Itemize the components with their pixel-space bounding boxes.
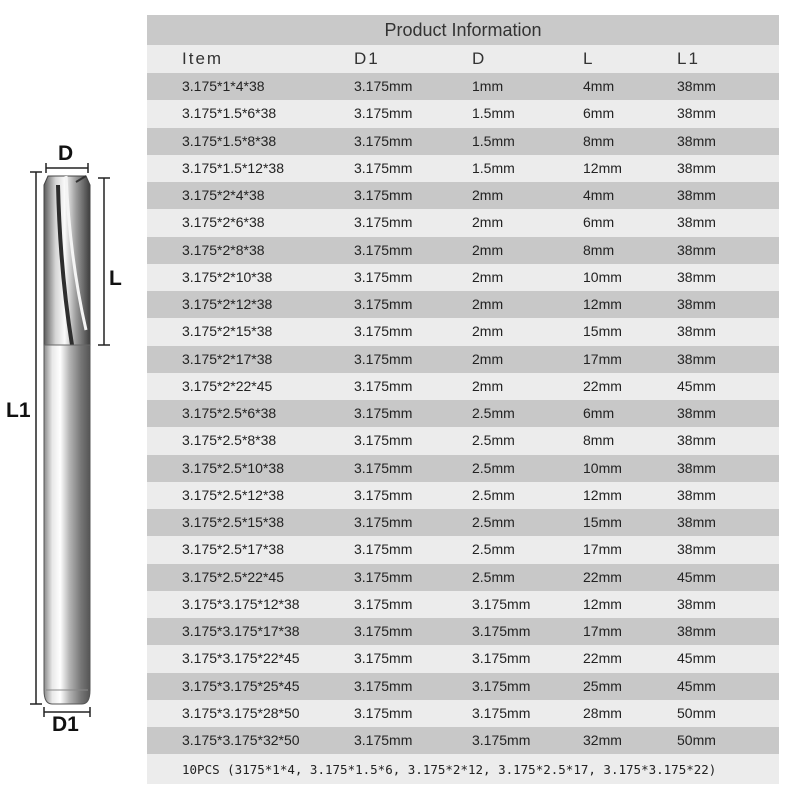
table-row — [147, 645, 779, 672]
table-row — [147, 100, 779, 127]
table-row — [147, 455, 779, 482]
cell-item: 3.175*2*8*38 — [182, 241, 265, 258]
table-title: Product Information — [147, 15, 779, 45]
header-d: D — [472, 49, 487, 68]
cell-l: 4mm — [583, 187, 615, 203]
cell-d: 2mm — [472, 296, 504, 312]
cell-item: 3.175*3.175*22*45 — [182, 650, 300, 667]
cell-l1: 38mm — [677, 241, 716, 258]
cell-l1: 38mm — [677, 350, 716, 367]
cell-d: 3.175mm — [472, 732, 531, 748]
cell-d: 2.5mm — [472, 486, 515, 503]
cell-d1: 3.175mm — [354, 377, 413, 394]
cell-l1: 38mm — [677, 514, 716, 530]
cell-d1: 3.175mm — [354, 405, 413, 421]
table-row — [147, 509, 779, 536]
cell-d1: 3.175mm — [354, 132, 413, 149]
cell-l: 17mm — [583, 541, 622, 558]
cell-d1: 3.175mm — [354, 459, 413, 476]
cell-l1: 38mm — [677, 296, 716, 312]
cell-d1: 3.175mm — [354, 350, 413, 367]
table-row — [147, 182, 779, 209]
cell-d1: 3.175mm — [354, 568, 413, 585]
cell-l1: 45mm — [677, 568, 716, 585]
label-d1: D1 — [52, 713, 79, 736]
cell-d1: 3.175mm — [354, 541, 413, 558]
cell-d: 2.5mm — [472, 459, 515, 476]
cell-item: 3.175*2*4*38 — [182, 187, 265, 203]
cell-l1: 38mm — [677, 132, 716, 149]
cell-d: 3.175mm — [472, 704, 531, 721]
cell-item: 3.175*2.5*15*38 — [182, 514, 284, 530]
cell-d1: 3.175mm — [354, 323, 413, 340]
header-l: L — [583, 49, 595, 68]
cell-item: 3.175*2*10*38 — [182, 268, 273, 285]
cell-d: 2mm — [472, 268, 504, 285]
table-row — [147, 700, 779, 727]
cell-l: 12mm — [583, 296, 622, 312]
cell-d1: 3.175mm — [354, 268, 413, 285]
cell-item: 3.175*1.5*12*38 — [182, 159, 284, 176]
cell-d1: 3.175mm — [354, 486, 413, 503]
header-d1: D1 — [354, 49, 380, 68]
cell-d: 1.5mm — [472, 105, 515, 122]
cell-l1: 38mm — [677, 405, 716, 421]
table-row — [147, 209, 779, 236]
cell-l1: 38mm — [677, 595, 716, 612]
cell-item: 3.175*1.5*8*38 — [182, 132, 277, 149]
cell-d1: 3.175mm — [354, 704, 413, 721]
cell-item: 3.175*2*22*45 — [182, 377, 273, 394]
cell-l: 25mm — [583, 677, 622, 694]
cell-l: 6mm — [583, 405, 615, 421]
cell-d1: 3.175mm — [354, 214, 413, 231]
cell-d1: 3.175mm — [354, 241, 413, 258]
table-row — [147, 536, 779, 563]
cell-item: 3.175*3.175*12*38 — [182, 595, 300, 612]
cell-l1: 45mm — [677, 377, 716, 394]
cell-item: 3.175*3.175*25*45 — [182, 677, 300, 694]
cell-l: 15mm — [583, 514, 622, 530]
cell-l1: 38mm — [677, 432, 716, 449]
cell-l: 10mm — [583, 459, 622, 476]
cell-d: 3.175mm — [472, 650, 531, 667]
cell-l1: 38mm — [677, 78, 716, 94]
cell-d: 2mm — [472, 187, 504, 203]
header-l1: L1 — [677, 49, 700, 68]
table-row — [147, 564, 779, 591]
cell-d: 2.5mm — [472, 514, 515, 530]
table-row — [147, 727, 779, 754]
cell-l1: 38mm — [677, 268, 716, 285]
table-row — [147, 482, 779, 509]
cell-d: 2mm — [472, 377, 504, 394]
cell-d1: 3.175mm — [354, 432, 413, 449]
cell-item: 3.175*2*6*38 — [182, 214, 265, 231]
cell-l1: 38mm — [677, 159, 716, 176]
cell-l1: 38mm — [677, 486, 716, 503]
cell-d: 3.175mm — [472, 595, 531, 612]
cell-d1: 3.175mm — [354, 159, 413, 176]
cell-l: 22mm — [583, 377, 622, 394]
cell-d1: 3.175mm — [354, 78, 413, 94]
cell-d: 1mm — [472, 78, 504, 94]
table-row — [147, 128, 779, 155]
table-row — [147, 318, 779, 345]
cell-item: 3.175*3.175*28*50 — [182, 704, 300, 721]
cell-l: 10mm — [583, 268, 622, 285]
cell-l1: 38mm — [677, 623, 716, 639]
cell-l1: 38mm — [677, 323, 716, 340]
cell-item: 3.175*2.5*10*38 — [182, 459, 284, 476]
table-row — [147, 673, 779, 700]
cell-item: 3.175*1.5*6*38 — [182, 105, 277, 122]
cell-item: 3.175*2*17*38 — [182, 350, 273, 367]
cell-d: 2.5mm — [472, 568, 515, 585]
cell-l: 12mm — [583, 159, 622, 176]
cell-l: 12mm — [583, 595, 622, 612]
cell-item: 3.175*2.5*6*38 — [182, 405, 277, 421]
cell-item: 3.175*2.5*8*38 — [182, 432, 277, 449]
table-row — [147, 618, 779, 645]
cell-d: 2mm — [472, 350, 504, 367]
table-body — [147, 73, 779, 754]
cell-l1: 38mm — [677, 187, 716, 203]
tool-diagram — [0, 0, 140, 800]
cell-l: 28mm — [583, 704, 622, 721]
table-row — [147, 237, 779, 264]
cell-d1: 3.175mm — [354, 650, 413, 667]
cell-d1: 3.175mm — [354, 105, 413, 122]
cell-d: 2.5mm — [472, 405, 515, 421]
cell-l: 4mm — [583, 78, 615, 94]
table-row — [147, 373, 779, 400]
table-row — [147, 155, 779, 182]
cell-d: 2mm — [472, 241, 504, 258]
cell-l1: 50mm — [677, 704, 716, 721]
cell-l: 6mm — [583, 214, 615, 231]
cell-d: 1.5mm — [472, 159, 515, 176]
table-row — [147, 427, 779, 454]
cell-d1: 3.175mm — [354, 187, 413, 203]
cell-item: 3.175*2*12*38 — [182, 296, 273, 312]
label-l: L — [109, 267, 122, 290]
label-l1: L1 — [6, 399, 31, 422]
cell-item: 3.175*3.175*32*50 — [182, 732, 300, 748]
cell-l: 17mm — [583, 350, 622, 367]
cell-l: 8mm — [583, 241, 615, 258]
product-table — [147, 15, 779, 784]
cell-item: 3.175*2.5*12*38 — [182, 486, 284, 503]
cell-item: 3.175*2.5*22*45 — [182, 568, 284, 585]
cell-l: 32mm — [583, 732, 622, 748]
cell-l: 17mm — [583, 623, 622, 639]
cell-d1: 3.175mm — [354, 732, 413, 748]
cell-d: 2mm — [472, 214, 504, 231]
table-row — [147, 264, 779, 291]
cell-item: 3.175*3.175*17*38 — [182, 623, 300, 639]
table-row — [147, 400, 779, 427]
table-row — [147, 591, 779, 618]
cell-d1: 3.175mm — [354, 595, 413, 612]
cell-d1: 3.175mm — [354, 677, 413, 694]
cell-d1: 3.175mm — [354, 514, 413, 530]
cell-d: 2.5mm — [472, 432, 515, 449]
cell-l: 22mm — [583, 650, 622, 667]
cell-item: 3.175*1*4*38 — [182, 78, 265, 94]
cell-l1: 50mm — [677, 732, 716, 748]
table-footer — [147, 755, 779, 784]
cell-d1: 3.175mm — [354, 623, 413, 639]
cell-l1: 38mm — [677, 105, 716, 122]
header-item: Item — [182, 49, 224, 68]
cell-d: 3.175mm — [472, 623, 531, 639]
cell-l1: 45mm — [677, 650, 716, 667]
cell-item: 3.175*2*15*38 — [182, 323, 273, 340]
cell-d: 1.5mm — [472, 132, 515, 149]
cell-item: 3.175*2.5*17*38 — [182, 541, 284, 558]
cell-d: 2.5mm — [472, 541, 515, 558]
cell-l: 8mm — [583, 432, 615, 449]
cell-l1: 38mm — [677, 541, 716, 558]
table-row — [147, 291, 779, 318]
table-header — [147, 45, 779, 73]
cell-d1: 3.175mm — [354, 296, 413, 312]
cell-l1: 45mm — [677, 677, 716, 694]
cell-l: 8mm — [583, 132, 615, 149]
cell-l1: 38mm — [677, 214, 716, 231]
label-d: D — [58, 142, 74, 165]
table-row — [147, 73, 779, 100]
footer-note: 10PCS (3175*1*4, 3.175*1.5*6, 3.175*2*12, 3.175*2.5*17, 3.175*3.175*22) — [182, 762, 717, 777]
cell-l: 6mm — [583, 105, 615, 122]
cell-l: 15mm — [583, 323, 622, 340]
cell-d: 2mm — [472, 323, 504, 340]
cell-l: 22mm — [583, 568, 622, 585]
cell-l: 12mm — [583, 486, 622, 503]
cell-l1: 38mm — [677, 459, 716, 476]
table-row — [147, 346, 779, 373]
cell-d: 3.175mm — [472, 677, 531, 694]
